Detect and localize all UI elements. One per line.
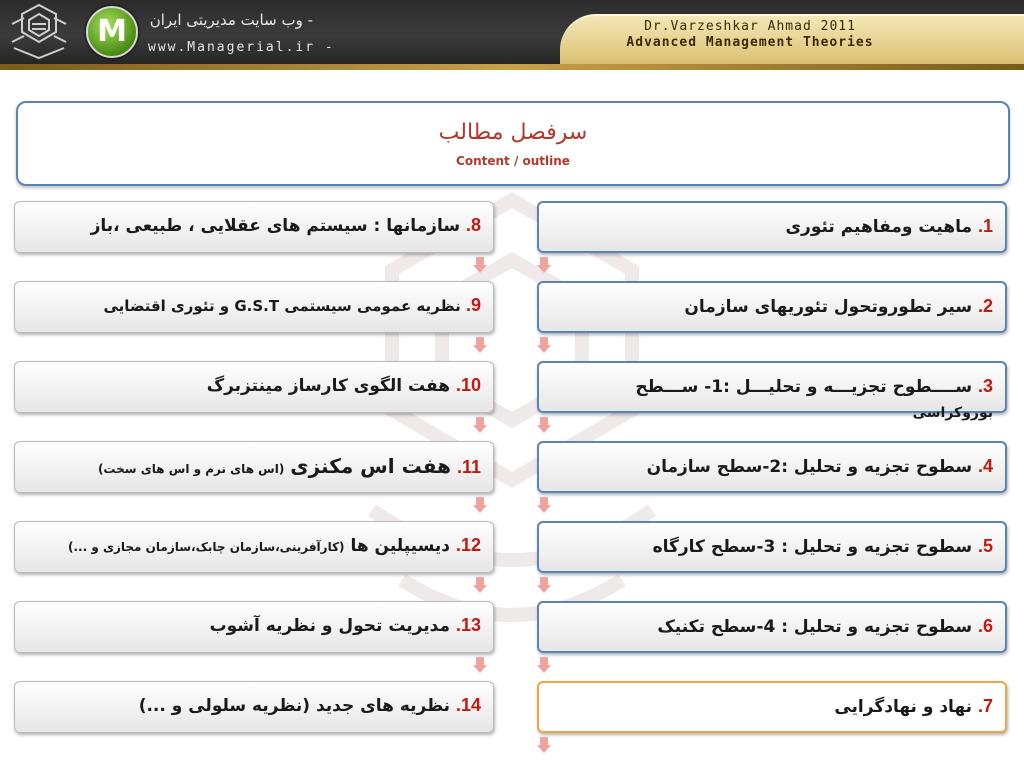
item-text: نظریه های جدید (نظریه سلولی و ...) (138, 696, 451, 716)
item-text: هفت اس مکنزی (290, 454, 452, 478)
outline-item-8[interactable] (14, 201, 494, 253)
author-label: Dr.Varzeshkar Ahmad 2011 (644, 19, 856, 34)
item-number: 1. (977, 216, 993, 236)
site-url-link[interactable]: www.Managerial.ir - (148, 40, 335, 55)
header-stripe (0, 64, 1024, 70)
item-text-overflow: بوروکراسی (912, 405, 993, 421)
outline-item-5[interactable] (537, 521, 1007, 573)
outline-item-9[interactable] (14, 281, 494, 333)
page-title: سرفصل مطالب (438, 120, 588, 145)
down-arrow-icon (537, 345, 551, 353)
item-number: 7. (977, 696, 993, 716)
item-number: 3. (977, 376, 993, 396)
item-text: سطوح تجزیه و تحلیل : 3-سطح کارگاه (652, 537, 973, 557)
outline-item-1[interactable] (537, 201, 1007, 253)
down-arrow-icon (537, 425, 551, 433)
university-emblem-icon (4, 2, 74, 60)
item-text: ســــطوح تجزیـــه و تحلیـــل :1- ســـطح (635, 377, 973, 397)
down-arrow-icon (537, 505, 551, 513)
down-arrow-icon (473, 505, 487, 513)
outline-item-4[interactable] (537, 441, 1007, 493)
down-arrow-icon (537, 265, 551, 273)
outline-item-3[interactable] (537, 361, 1007, 421)
logo-letter: M (97, 14, 127, 49)
course-label: Advanced Management Theories (626, 35, 874, 50)
item-note: (کارآفرینی،سازمان چابک،سازمان مجازی و ...) (68, 540, 345, 554)
down-arrow-icon (537, 665, 551, 673)
outline-item-7[interactable] (537, 681, 1007, 733)
item-text: ماهیت ومفاهیم تئوری (785, 217, 973, 237)
down-arrow-icon (473, 425, 487, 433)
item-number: 9. (465, 295, 481, 315)
item-text: سطوح تجزیه و تحلیل :2-سطح سازمان (646, 457, 973, 477)
item-number: 11. (456, 457, 481, 477)
down-arrow-icon (537, 585, 551, 593)
item-number: 10. (455, 375, 481, 395)
down-arrow-icon (473, 665, 487, 673)
down-arrow-icon (537, 745, 551, 753)
item-text: نهاد و نهادگرایی (834, 697, 973, 717)
outline-item-2[interactable] (537, 281, 1007, 333)
item-text: دیسیپلین ها (350, 536, 451, 556)
item-text: سطوح تجزیه و تحلیل : 4-سطح تکنیک (657, 617, 973, 637)
site-name: - وب سایت مدیریتی ایران (149, 11, 313, 29)
item-text: سازمانها : سیستم های عقلایی ، طبیعی ،باز (90, 216, 461, 236)
item-number: 6. (977, 616, 993, 636)
outline-item-14[interactable] (14, 681, 494, 733)
item-text: نظریه عمومی سیستمی G.S.T و تئوری اقتضایی (103, 297, 461, 315)
item-number: 2. (977, 296, 993, 316)
item-number: 8. (465, 215, 481, 235)
item-text: مدیریت تحول و نظریه آشوب (209, 616, 451, 636)
managerial-logo-icon[interactable] (86, 6, 138, 58)
item-note: (اس های نرم و اس های سخت) (97, 462, 285, 476)
outline-item-10[interactable] (14, 361, 494, 413)
item-number: 14. (455, 695, 481, 715)
item-text: سیر تطوروتحول تئوریهای سازمان (684, 297, 973, 317)
outline-item-13[interactable] (14, 601, 494, 653)
page-subtitle: Content / outline (456, 154, 570, 168)
down-arrow-icon (473, 585, 487, 593)
item-number: 5. (977, 536, 993, 556)
header-band (0, 0, 1024, 64)
item-text: هفت الگوی کارساز مینتزبرگ (206, 376, 451, 396)
item-number: 12. (455, 535, 481, 555)
outline-item-12[interactable] (14, 521, 494, 573)
item-number: 13. (455, 615, 481, 635)
down-arrow-icon (473, 345, 487, 353)
outline-item-6[interactable] (537, 601, 1007, 653)
title-box (16, 101, 1010, 186)
down-arrow-icon (473, 265, 487, 273)
outline-item-11[interactable] (14, 441, 494, 493)
item-number: 4. (977, 456, 993, 476)
